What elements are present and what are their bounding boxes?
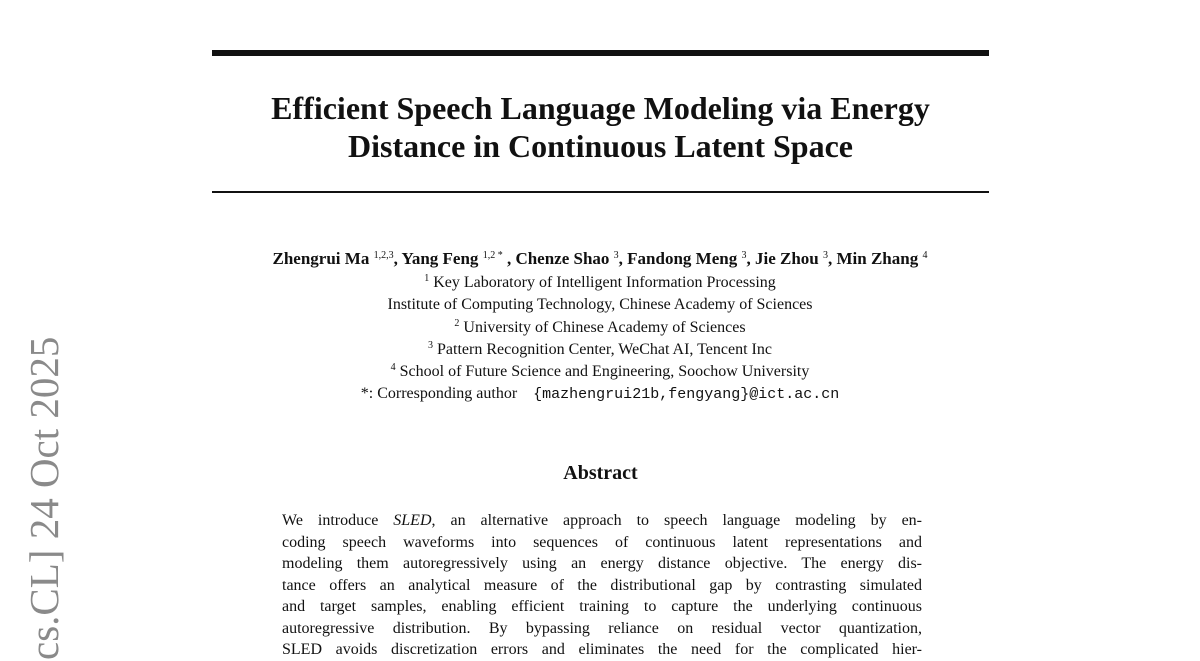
affil-sup: 4 xyxy=(390,362,396,374)
title-bottom-rule xyxy=(212,191,989,193)
abstract-line: tance offers an analytical measure of the distributional gap by contrasting simulated xyxy=(282,576,922,594)
corresponding-author xyxy=(150,383,1050,406)
affiliation-2 xyxy=(150,317,1050,339)
abstract-heading: Abstract xyxy=(563,462,638,484)
affiliation-block xyxy=(150,272,1050,407)
author-name: Fandong Meng xyxy=(627,249,738,268)
title-top-rule xyxy=(212,50,989,56)
affiliation-1 xyxy=(150,272,1050,294)
author-affil-sup: 3 xyxy=(823,250,828,261)
author-name: Jie Zhou xyxy=(754,249,819,268)
author-affil-sup: 3 xyxy=(613,250,619,261)
abstract-text: , an alternative approach to speech language modeling by en- xyxy=(431,512,923,529)
author-name: Yang Feng xyxy=(401,249,479,268)
abstract-line: modeling them autoregressively using an energy distance objective. The energy dis- xyxy=(282,555,922,572)
author-name: Zhengrui Ma xyxy=(272,249,370,268)
author-name: Chenze Shao xyxy=(515,249,610,268)
author-affil-sup: 1,2 * xyxy=(482,250,503,261)
affiliation-1-institute: Institute of Computing Technology, Chinese Academy of Sciences xyxy=(387,296,813,314)
paper-title xyxy=(212,89,989,165)
title-line-1: Efficient Speech Language Modeling via Energy xyxy=(271,90,930,126)
affil-text: Pattern Recognition Center, WeChat AI, Tencent Inc xyxy=(437,340,772,358)
affil-sup: 1 xyxy=(424,273,430,284)
abstract-text: We introduce xyxy=(282,512,394,529)
affil-text: University of Chinese Academy of Sciences xyxy=(463,318,746,336)
arxiv-sidebar-stamp: cs.CL] 24 Oct 2025 xyxy=(21,336,67,660)
method-name: SLED xyxy=(393,512,432,529)
abstract-line xyxy=(282,510,922,532)
title-line-2: Distance in Continuous Latent Space xyxy=(348,128,853,164)
corresponding-label: *: Corresponding author xyxy=(360,385,518,403)
author-affil-sup: 1,2,3 xyxy=(373,250,394,261)
author-affil-sup: 3 xyxy=(741,250,747,261)
abstract-line: and target samples, enabling efficient training to capture the underlying continuous xyxy=(282,598,922,615)
affil-text: School of Future Science and Engineering, Soochow University xyxy=(399,363,810,381)
author-affil-sup: 4 xyxy=(922,250,928,261)
affiliation-3 xyxy=(150,339,1050,361)
abstract-line: SLED avoids discretization errors and eliminates the need for the complicated hier- xyxy=(282,641,922,658)
affiliation-4 xyxy=(150,361,1050,383)
author-name: Min Zhang xyxy=(836,249,919,268)
abstract-body xyxy=(282,510,922,661)
affil-text: Key Laboratory of Intelligent Information Processing xyxy=(433,274,776,291)
affil-sup: 2 xyxy=(454,317,460,329)
author-list: Zhengrui Ma $^{1,2,3}$, Yang Feng $^{1,2 *}$ , Chenze Shao $^3$, Fandong Meng $^3$, Jie Zhou $^3$, Min Zhang $^4$ xyxy=(272,249,928,268)
abstract-line: coding speech waveforms into sequences of continuous latent representations and xyxy=(282,533,922,551)
affil-sup: 3 xyxy=(428,339,434,351)
abstract-line: autoregressive distribution. By bypassing reliance on residual vector quantization, xyxy=(282,619,922,637)
corresponding-email: {mazhengrui21b,fengyang}@ict.ac.cn xyxy=(533,386,840,404)
